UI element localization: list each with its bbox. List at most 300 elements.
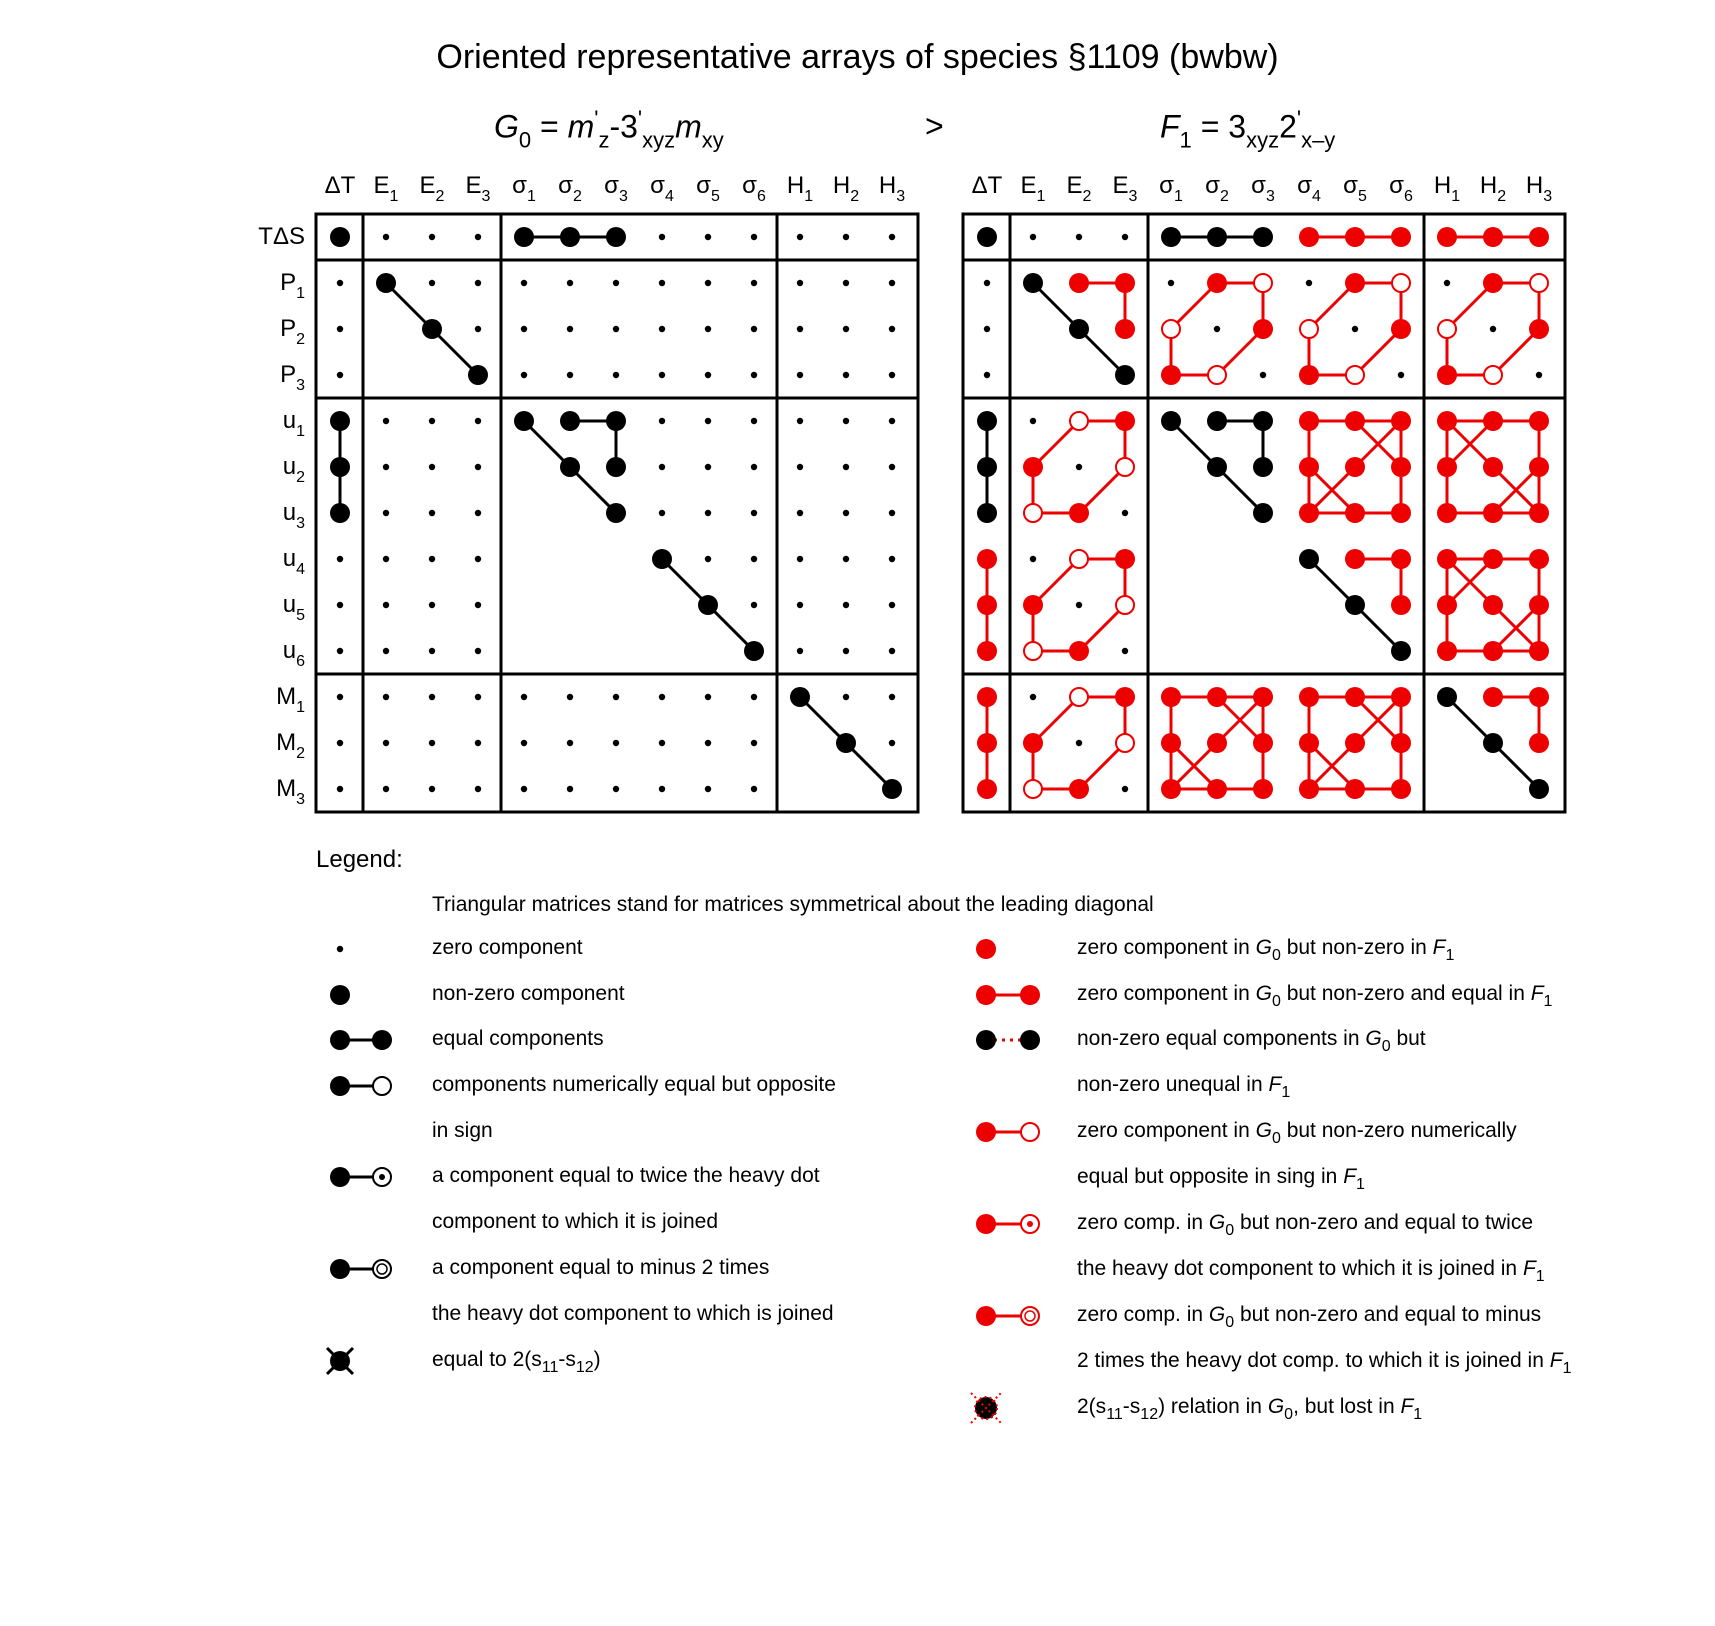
legend-right-text: non-zero equal components in $G_0$ but <box>1077 1027 1426 1055</box>
legend-nonzero-dot-icon <box>330 985 350 1005</box>
nonzero-dot <box>1299 411 1319 431</box>
opposite-sign-dot <box>1024 642 1042 660</box>
legend-twice-icon <box>379 1174 385 1180</box>
nonzero-dot <box>977 549 997 569</box>
zero-dot <box>705 326 711 332</box>
zero-dot <box>383 464 389 470</box>
nonzero-dot <box>1529 457 1549 477</box>
legend-equal-icon <box>372 1030 392 1050</box>
zero-dot <box>1030 556 1036 562</box>
zero-dot <box>705 464 711 470</box>
row-header: $u_4$ <box>282 545 305 578</box>
legend-left-text: components numerically equal but opposite <box>432 1073 836 1096</box>
column-header: $\sigma_1$ <box>1159 172 1183 205</box>
nonzero-dot <box>330 457 350 477</box>
legend-heading: Legend: <box>316 846 403 873</box>
zero-dot <box>1214 326 1220 332</box>
zero-dot <box>889 372 895 378</box>
zero-dot <box>797 234 803 240</box>
legend-zero-dot-icon <box>337 946 343 952</box>
nonzero-dot <box>977 503 997 523</box>
nonzero-dot <box>1391 595 1411 615</box>
zero-dot <box>889 464 895 470</box>
zero-dot <box>751 694 757 700</box>
legend-opposite-icon <box>373 1077 391 1095</box>
legend-left-text: zero component <box>432 936 583 959</box>
nonzero-dot <box>977 595 997 615</box>
column-header: $\sigma_2$ <box>558 172 582 205</box>
row-header: $u_6$ <box>282 637 305 670</box>
zero-dot <box>797 510 803 516</box>
legend-left-text: equal components <box>432 1027 604 1050</box>
row-header: TΔS <box>258 223 305 250</box>
zero-dot <box>383 740 389 746</box>
zero-dot <box>659 510 665 516</box>
column-header: $H_1$ <box>1433 172 1461 205</box>
zero-dot <box>751 464 757 470</box>
zero-dot <box>1444 280 1450 286</box>
zero-dot <box>337 280 343 286</box>
zero-dot <box>1076 740 1082 746</box>
zero-dot <box>889 740 895 746</box>
nonzero-dot <box>1207 411 1227 431</box>
zero-dot <box>475 326 481 332</box>
nonzero-dot <box>1207 227 1227 247</box>
zero-dot <box>521 372 527 378</box>
zero-dot <box>337 602 343 608</box>
column-header: $E_1$ <box>373 172 399 205</box>
zero-dot <box>383 602 389 608</box>
nonzero-dot <box>1529 595 1549 615</box>
column-header: $H_2$ <box>1479 172 1507 205</box>
nonzero-dot <box>1115 273 1135 293</box>
opposite-sign-dot <box>1116 734 1134 752</box>
nonzero-dot <box>1391 227 1411 247</box>
zero-dot <box>429 280 435 286</box>
zero-dot <box>383 556 389 562</box>
column-header: $\sigma_5$ <box>696 172 720 205</box>
opposite-sign-dot <box>1116 458 1134 476</box>
zero-dot <box>429 786 435 792</box>
opposite-sign-dot <box>1346 366 1364 384</box>
opposite-sign-dot <box>1300 320 1318 338</box>
zero-dot <box>475 602 481 608</box>
zero-dot <box>1306 280 1312 286</box>
nonzero-dot <box>1299 733 1319 753</box>
nonzero-dot <box>1299 503 1319 523</box>
legend-note: Triangular matrices stand for matrices symmetrical about the leading diagonal <box>432 893 1154 916</box>
zero-dot <box>889 234 895 240</box>
nonzero-dot <box>330 227 350 247</box>
zero-dot <box>751 510 757 516</box>
nonzero-dot <box>1253 779 1273 799</box>
nonzero-dot <box>1161 687 1181 707</box>
nonzero-dot <box>977 411 997 431</box>
zero-dot <box>1122 510 1128 516</box>
zero-dot <box>521 740 527 746</box>
zero-dot <box>797 648 803 654</box>
zero-dot <box>475 786 481 792</box>
zero-dot <box>1398 372 1404 378</box>
legend-equal-icon <box>330 1030 350 1050</box>
nonzero-dot <box>1161 779 1181 799</box>
nonzero-dot <box>1253 319 1273 339</box>
nonzero-dot <box>1299 457 1319 477</box>
zero-dot <box>843 280 849 286</box>
row-header: $M_1$ <box>276 683 305 716</box>
nonzero-dot <box>1161 411 1181 431</box>
nonzero-dot <box>1529 687 1549 707</box>
nonzero-dot <box>1437 457 1457 477</box>
nonzero-dot <box>977 733 997 753</box>
zero-dot <box>984 280 990 286</box>
column-header: $H_3$ <box>878 172 906 205</box>
nonzero-dot <box>1391 549 1411 569</box>
zero-dot <box>1076 602 1082 608</box>
zero-dot <box>797 280 803 286</box>
nonzero-dot <box>1023 273 1043 293</box>
opposite-sign-dot <box>1024 780 1042 798</box>
zero-dot <box>383 418 389 424</box>
zero-dot <box>843 510 849 516</box>
column-header: ΔT <box>971 172 1003 199</box>
zero-dot <box>613 372 619 378</box>
zero-dot <box>1352 326 1358 332</box>
zero-dot <box>705 418 711 424</box>
nonzero-dot <box>422 319 442 339</box>
zero-dot <box>429 418 435 424</box>
nonzero-dot <box>1437 365 1457 385</box>
zero-dot <box>429 510 435 516</box>
zero-dot <box>1030 694 1036 700</box>
zero-dot <box>797 602 803 608</box>
zero-dot <box>751 740 757 746</box>
zero-dot <box>751 556 757 562</box>
opposite-sign-dot <box>1254 274 1272 292</box>
opposite-sign-dot <box>1024 504 1042 522</box>
zero-dot <box>475 648 481 654</box>
nonzero-dot <box>1299 687 1319 707</box>
zero-dot <box>475 556 481 562</box>
nonzero-dot <box>977 687 997 707</box>
zero-dot <box>659 786 665 792</box>
opposite-sign-dot <box>1208 366 1226 384</box>
nonzero-dot <box>1207 779 1227 799</box>
zero-dot <box>797 326 803 332</box>
nonzero-dot <box>376 273 396 293</box>
nonzero-dot <box>1391 733 1411 753</box>
nonzero-dot <box>560 227 580 247</box>
zero-dot <box>383 786 389 792</box>
opposite-sign-dot <box>1392 274 1410 292</box>
zero-dot <box>1030 234 1036 240</box>
opposite-sign-dot <box>1070 412 1088 430</box>
nonzero-dot <box>1391 411 1411 431</box>
legend-red-opposite-icon <box>1021 1123 1039 1141</box>
zero-dot <box>659 740 665 746</box>
nonzero-dot <box>1345 273 1365 293</box>
nonzero-dot <box>1115 365 1135 385</box>
nonzero-dot <box>1483 595 1503 615</box>
nonzero-dot <box>1437 227 1457 247</box>
row-header: $u_2$ <box>282 453 305 486</box>
zero-dot <box>613 694 619 700</box>
nonzero-dot <box>1437 503 1457 523</box>
row-header: $u_3$ <box>282 499 305 532</box>
nonzero-dot <box>1483 687 1503 707</box>
legend-left-text: in sign <box>432 1119 493 1142</box>
zero-dot <box>889 510 895 516</box>
zero-dot <box>567 740 573 746</box>
nonzero-dot <box>1161 227 1181 247</box>
nonzero-dot <box>1207 687 1227 707</box>
nonzero-dot <box>514 227 534 247</box>
zero-dot <box>705 510 711 516</box>
nonzero-dot <box>1483 457 1503 477</box>
opposite-sign-dot <box>1070 550 1088 568</box>
nonzero-dot <box>1483 503 1503 523</box>
zero-dot <box>751 418 757 424</box>
zero-dot <box>337 556 343 562</box>
nonzero-dot <box>977 227 997 247</box>
zero-dot <box>613 740 619 746</box>
column-header: $\sigma_1$ <box>512 172 536 205</box>
zero-dot <box>797 372 803 378</box>
legend-right-text: the heavy dot component to which it is joined in $F_1$ <box>1077 1257 1545 1285</box>
nonzero-dot <box>606 457 626 477</box>
zero-dot <box>1536 372 1542 378</box>
legend-right-text: zero component in $G_0$ but non-zero numerically <box>1077 1119 1517 1147</box>
zero-dot <box>889 648 895 654</box>
nonzero-dot <box>1345 457 1365 477</box>
nonzero-dot <box>1437 641 1457 661</box>
nonzero-dot <box>1023 733 1043 753</box>
zero-dot <box>383 510 389 516</box>
zero-dot <box>1076 464 1082 470</box>
nonzero-dot <box>1391 641 1411 661</box>
zero-dot <box>889 326 895 332</box>
nonzero-dot <box>1529 641 1549 661</box>
nonzero-dot <box>606 227 626 247</box>
zero-dot <box>521 694 527 700</box>
legend-opposite-icon <box>330 1076 350 1096</box>
opposite-sign-dot <box>1484 366 1502 384</box>
zero-dot <box>521 786 527 792</box>
zero-dot <box>613 786 619 792</box>
legend-red-twice-icon <box>1027 1221 1033 1227</box>
nonzero-dot <box>330 411 350 431</box>
legend-left-text: non-zero component <box>432 982 625 1005</box>
zero-dot <box>705 234 711 240</box>
nonzero-dot <box>560 457 580 477</box>
nonzero-dot <box>1253 411 1273 431</box>
nonzero-dot <box>1529 779 1549 799</box>
nonzero-dot <box>514 411 534 431</box>
opposite-sign-dot <box>1116 596 1134 614</box>
nonzero-dot <box>1345 227 1365 247</box>
zero-dot <box>843 556 849 562</box>
nonzero-dot <box>1345 733 1365 753</box>
zero-dot <box>843 326 849 332</box>
opposite-sign-dot <box>1162 320 1180 338</box>
zero-dot <box>659 326 665 332</box>
zero-dot <box>567 372 573 378</box>
zero-dot <box>751 786 757 792</box>
nonzero-dot <box>1069 779 1089 799</box>
nonzero-dot <box>882 779 902 799</box>
zero-dot <box>613 280 619 286</box>
zero-dot <box>1168 280 1174 286</box>
legend-left-text: the heavy dot component to which is joined <box>432 1302 834 1325</box>
opposite-sign-dot <box>1530 274 1548 292</box>
row-header: $P_2$ <box>280 315 305 348</box>
nonzero-dot <box>1253 457 1273 477</box>
nonzero-dot <box>1253 227 1273 247</box>
nonzero-dot <box>977 641 997 661</box>
nonzero-dot <box>1483 733 1503 753</box>
zero-dot <box>705 786 711 792</box>
nonzero-dot <box>606 411 626 431</box>
zero-dot <box>1030 418 1036 424</box>
nonzero-dot <box>1023 457 1043 477</box>
legend-left-text: a component equal to twice the heavy dot <box>432 1164 820 1187</box>
nonzero-dot <box>1115 319 1135 339</box>
g0-group-label: $G_0 = m'_z-3'_{xyz}m_{xy}$ <box>494 106 724 153</box>
nonzero-dot <box>1483 641 1503 661</box>
zero-dot <box>984 326 990 332</box>
nonzero-dot <box>652 549 672 569</box>
nonzero-dot <box>1437 595 1457 615</box>
row-header: $P_3$ <box>280 361 305 394</box>
zero-dot <box>567 280 573 286</box>
zero-dot <box>889 694 895 700</box>
zero-dot <box>1122 648 1128 654</box>
zero-dot <box>797 464 803 470</box>
zero-dot <box>475 234 481 240</box>
nonzero-dot <box>977 779 997 799</box>
zero-dot <box>659 280 665 286</box>
zero-dot <box>751 280 757 286</box>
zero-dot <box>429 740 435 746</box>
group-relation-symbol: > <box>925 108 944 144</box>
legend-right-text: non-zero unequal in $F_1$ <box>1077 1073 1291 1101</box>
zero-dot <box>659 694 665 700</box>
column-header: ΔT <box>324 172 356 199</box>
nonzero-dot <box>1161 733 1181 753</box>
nonzero-dot <box>1529 411 1549 431</box>
zero-dot <box>705 372 711 378</box>
legend-left-text: a component equal to minus 2 times <box>432 1256 770 1279</box>
legend-right-text: 2 times the heavy dot comp. to which it is joined in $F_1$ <box>1077 1349 1572 1377</box>
zero-dot <box>843 464 849 470</box>
legend-right-text: zero component in $G_0$ but non-zero and equal in $F_1$ <box>1077 982 1553 1010</box>
legend-red-minus-two-icon <box>976 1306 996 1326</box>
zero-dot <box>751 372 757 378</box>
zero-dot <box>659 372 665 378</box>
nonzero-dot <box>1253 687 1273 707</box>
zero-dot <box>567 786 573 792</box>
nonzero-dot <box>1345 595 1365 615</box>
zero-dot <box>383 234 389 240</box>
column-header: $\sigma_3$ <box>604 172 628 205</box>
zero-dot <box>659 418 665 424</box>
zero-dot <box>337 786 343 792</box>
zero-dot <box>797 556 803 562</box>
nonzero-dot <box>1069 503 1089 523</box>
legend-left-text: component to which it is joined <box>432 1210 718 1233</box>
zero-dot <box>659 234 665 240</box>
nonzero-dot <box>1023 595 1043 615</box>
f1-group-label: $F_1 = 3_{xyz}2'_{x-y}$ <box>1160 106 1336 153</box>
zero-dot <box>889 556 895 562</box>
legend-minus-two-icon <box>377 1264 387 1274</box>
nonzero-dot <box>1437 549 1457 569</box>
nonzero-dot <box>1391 779 1411 799</box>
nonzero-dot <box>1069 641 1089 661</box>
legend-unequal-icon <box>976 1030 996 1050</box>
nonzero-dot <box>1345 411 1365 431</box>
legend-red-equal-icon <box>1020 985 1040 1005</box>
zero-dot <box>1490 326 1496 332</box>
column-header: $E_2$ <box>1066 172 1092 205</box>
zero-dot <box>475 510 481 516</box>
zero-dot <box>984 372 990 378</box>
zero-dot <box>475 740 481 746</box>
column-header: $\sigma_6$ <box>1389 172 1413 205</box>
zero-dot <box>1076 234 1082 240</box>
zero-dot <box>705 694 711 700</box>
zero-dot <box>521 326 527 332</box>
legend-right-text: equal but opposite in sing in $F_1$ <box>1077 1165 1365 1193</box>
nonzero-dot <box>1253 733 1273 753</box>
diagram-title: Oriented representative arrays of species §1109 (bwbw) <box>436 38 1279 76</box>
zero-dot <box>429 556 435 562</box>
legend-red-twice-icon <box>976 1214 996 1234</box>
zero-dot <box>889 280 895 286</box>
zero-dot <box>705 280 711 286</box>
nonzero-dot <box>1069 319 1089 339</box>
column-header: $\sigma_6$ <box>742 172 766 205</box>
column-header: $H_1$ <box>786 172 814 205</box>
nonzero-dot <box>1529 227 1549 247</box>
column-header: $E_3$ <box>465 172 491 205</box>
nonzero-dot <box>468 365 488 385</box>
nonzero-dot <box>790 687 810 707</box>
zero-dot <box>521 280 527 286</box>
zero-dot <box>751 326 757 332</box>
legend-red-nonzero-icon <box>976 939 996 959</box>
zero-dot <box>843 602 849 608</box>
zero-dot <box>429 694 435 700</box>
nonzero-dot <box>836 733 856 753</box>
zero-dot <box>797 418 803 424</box>
nonzero-dot <box>1299 227 1319 247</box>
zero-dot <box>843 418 849 424</box>
row-header: $M_2$ <box>276 729 305 762</box>
nonzero-dot <box>1115 549 1135 569</box>
zero-dot <box>889 602 895 608</box>
legend-right-text: $2(s_{11}-s_{12})$ relation in $G_0$, but lost in $F_1$ <box>1077 1395 1423 1423</box>
nonzero-dot <box>1391 457 1411 477</box>
zero-dot <box>383 648 389 654</box>
legend-right-text: zero component in $G_0$ but non-zero in $F_1$ <box>1077 936 1455 964</box>
column-header: $\sigma_4$ <box>650 172 674 205</box>
nonzero-dot <box>1299 779 1319 799</box>
nonzero-dot <box>1299 549 1319 569</box>
column-header: $\sigma_4$ <box>1297 172 1321 205</box>
zero-dot <box>475 280 481 286</box>
nonzero-dot <box>1437 687 1457 707</box>
